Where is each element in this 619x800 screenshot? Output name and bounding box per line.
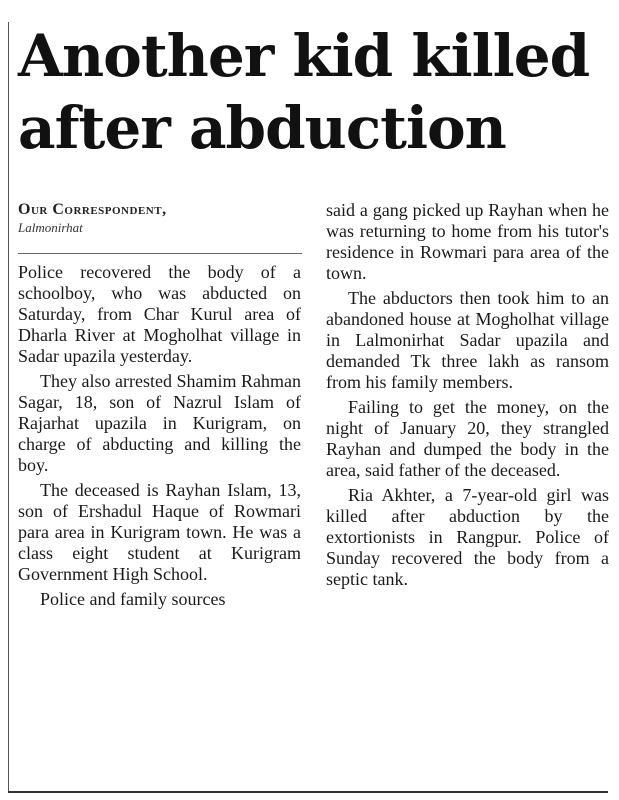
paragraph: Ria Akhter, a 7-year-old girl was killed after abduction by the extortionists in Rangpur. Police of Sunday recovered the body from a septic tank. [326,485,609,589]
paragraph: The deceased is Rayhan Islam, 13, son of Ershadul Haque of Rowmari para area in Kurigram town. He was a class eight student at Kurigram Government High School. [18,480,301,584]
byline-author: Our Correspondent, [18,201,167,218]
byline-divider [18,253,302,254]
bottom-border-rule [8,791,608,793]
paragraph: said a gang picked up Rayhan when he was returning to home from his tutor's residence in Rowmari para area of the town. [326,200,609,283]
paragraph: The abductors then took him to an abandoned house at Mogholhat village in Lalmonirhat Sadar upazila and demanded Tk three lakh as ransom from his family members. [326,288,609,392]
left-column [18,262,301,614]
byline-location: Lalmonirhat [18,220,83,235]
paragraph: Police recovered the body of a schoolboy, who was abducted on Saturday, from Char Kurul area of Dharla River at Mogholhat village in Sadar upazila yesterday. [18,262,301,366]
paragraph: Police and family sources [40,589,226,609]
paragraph: They also arrested Shamim Rahman Sagar, 18, son of Nazrul Islam of Rajarhat upazila in Kurigram, on charge of abducting and killing the boy. [18,371,301,475]
right-column [326,200,609,594]
byline [18,200,313,236]
headline: Another kid killed after abduction [18,22,590,162]
left-border-rule [8,22,9,792]
paragraph: Failing to get the money, on the night of January 20, they strangled Rayhan and dumped the body in the area, said father of the deceased. [326,397,609,480]
